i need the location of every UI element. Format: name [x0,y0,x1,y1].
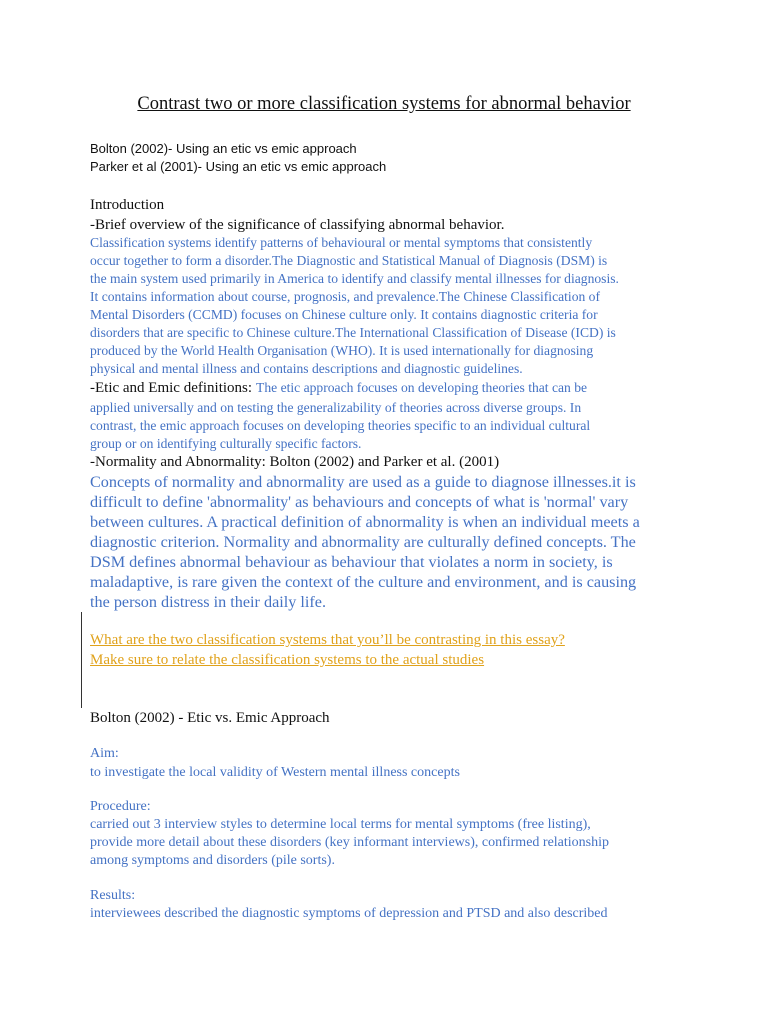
procedure-line: among symptoms and disorders (pile sorts). [90,853,335,868]
overview-line: the main system used primarily in America to identify and classify mental illnesses for diagnosis. [90,271,619,286]
aim-label: Aim: [90,746,119,761]
overview-line: Classification systems identify patterns of behavioural or mental symptoms that consistently [90,235,593,250]
overview-line: Mental Disorders (CCMD) focuses on Chinese culture only. It contains diagnostic criteria for [90,307,598,322]
results-label: Results: [90,888,136,903]
etic-emic-paragraph [90,379,587,397]
overview-line: physical and mental illness and contains descriptions and diagnostic guidelines. [90,361,523,376]
procedure-line: carried out 3 interview styles to determine local terms for mental symptoms (free listing), [90,817,591,832]
normality-line: difficult to define 'abnormality' as behaviours and concepts of what is 'normal' vary [90,493,629,511]
bolton-heading: Bolton (2002) - Etic vs. Emic Approach [90,710,330,726]
normality-line: DSM defines abnormal behaviour as behaviour that violates a norm in society, is [90,553,613,571]
overview-line: disorders that are specific to Chinese culture.The International Classification of Disease (ICD) is [90,325,616,340]
normality-line: between cultures. A practical definition of abnormality is when an individual meets a [90,513,640,531]
etic-emic-first-line: The etic approach focuses on developing theories that can be [256,380,588,395]
reference-bolton: Bolton (2002)- Using an etic vs emic approach [90,141,357,156]
overview-line: It contains information about course, prognosis, and prevalence.The Chinese Classification of [90,289,601,304]
feedback-comment: What are the two classification systems that you’ll be contrasting in this essay? [90,632,565,648]
comment-margin-bar [81,612,82,708]
reference-parker: Parker et al (2001)- Using an etic vs emic approach [90,159,387,174]
overview-line: occur together to form a disorder.The Diagnostic and Statistical Manual of Diagnosis (DSM) is [90,253,608,268]
feedback-comment: Make sure to relate the classification systems to the actual studies [90,652,485,668]
etic-line: contrast, the emic approach focuses on developing theories specific to an individual cultural [90,418,591,433]
normality-line: maladaptive, is rare given the context of the culture and environment, and is causing [90,573,637,591]
aim-text: to investigate the local validity of Western mental illness concepts [90,765,460,780]
overview-line: produced by the World Health Organisation (WHO). It is used internationally for diagnosing [90,343,594,358]
normality-line: Concepts of normality and abnormality are used as a guide to diagnose illnesses.it is [90,473,636,491]
procedure-line: provide more detail about these disorders (key informant interviews), confirmed relationship [90,835,610,850]
procedure-label: Procedure: [90,799,151,814]
normality-heading: -Normality and Abnormality: Bolton (2002) and Parker et al. (2001) [90,454,500,470]
introduction-heading: Introduction [90,197,165,213]
results-text: interviewees described the diagnostic symptoms of depression and PTSD and also described [90,906,608,921]
normality-line: diagnostic criterion. Normality and abnormality are culturally defined concepts. The [90,533,636,551]
etic-line: applied universally and on testing the generalizability of theories across diverse groups. In [90,400,582,415]
etic-line: group or on identifying culturally specific factors. [90,436,362,451]
overview-heading: -Brief overview of the significance of classifying abnormal behavior. [90,217,505,233]
page-title: Contrast two or more classification systems for abnormal behavior [137,94,631,114]
etic-emic-heading: -Etic and Emic definitions: [90,380,253,396]
normality-line: the person distress in their daily life. [90,593,327,611]
